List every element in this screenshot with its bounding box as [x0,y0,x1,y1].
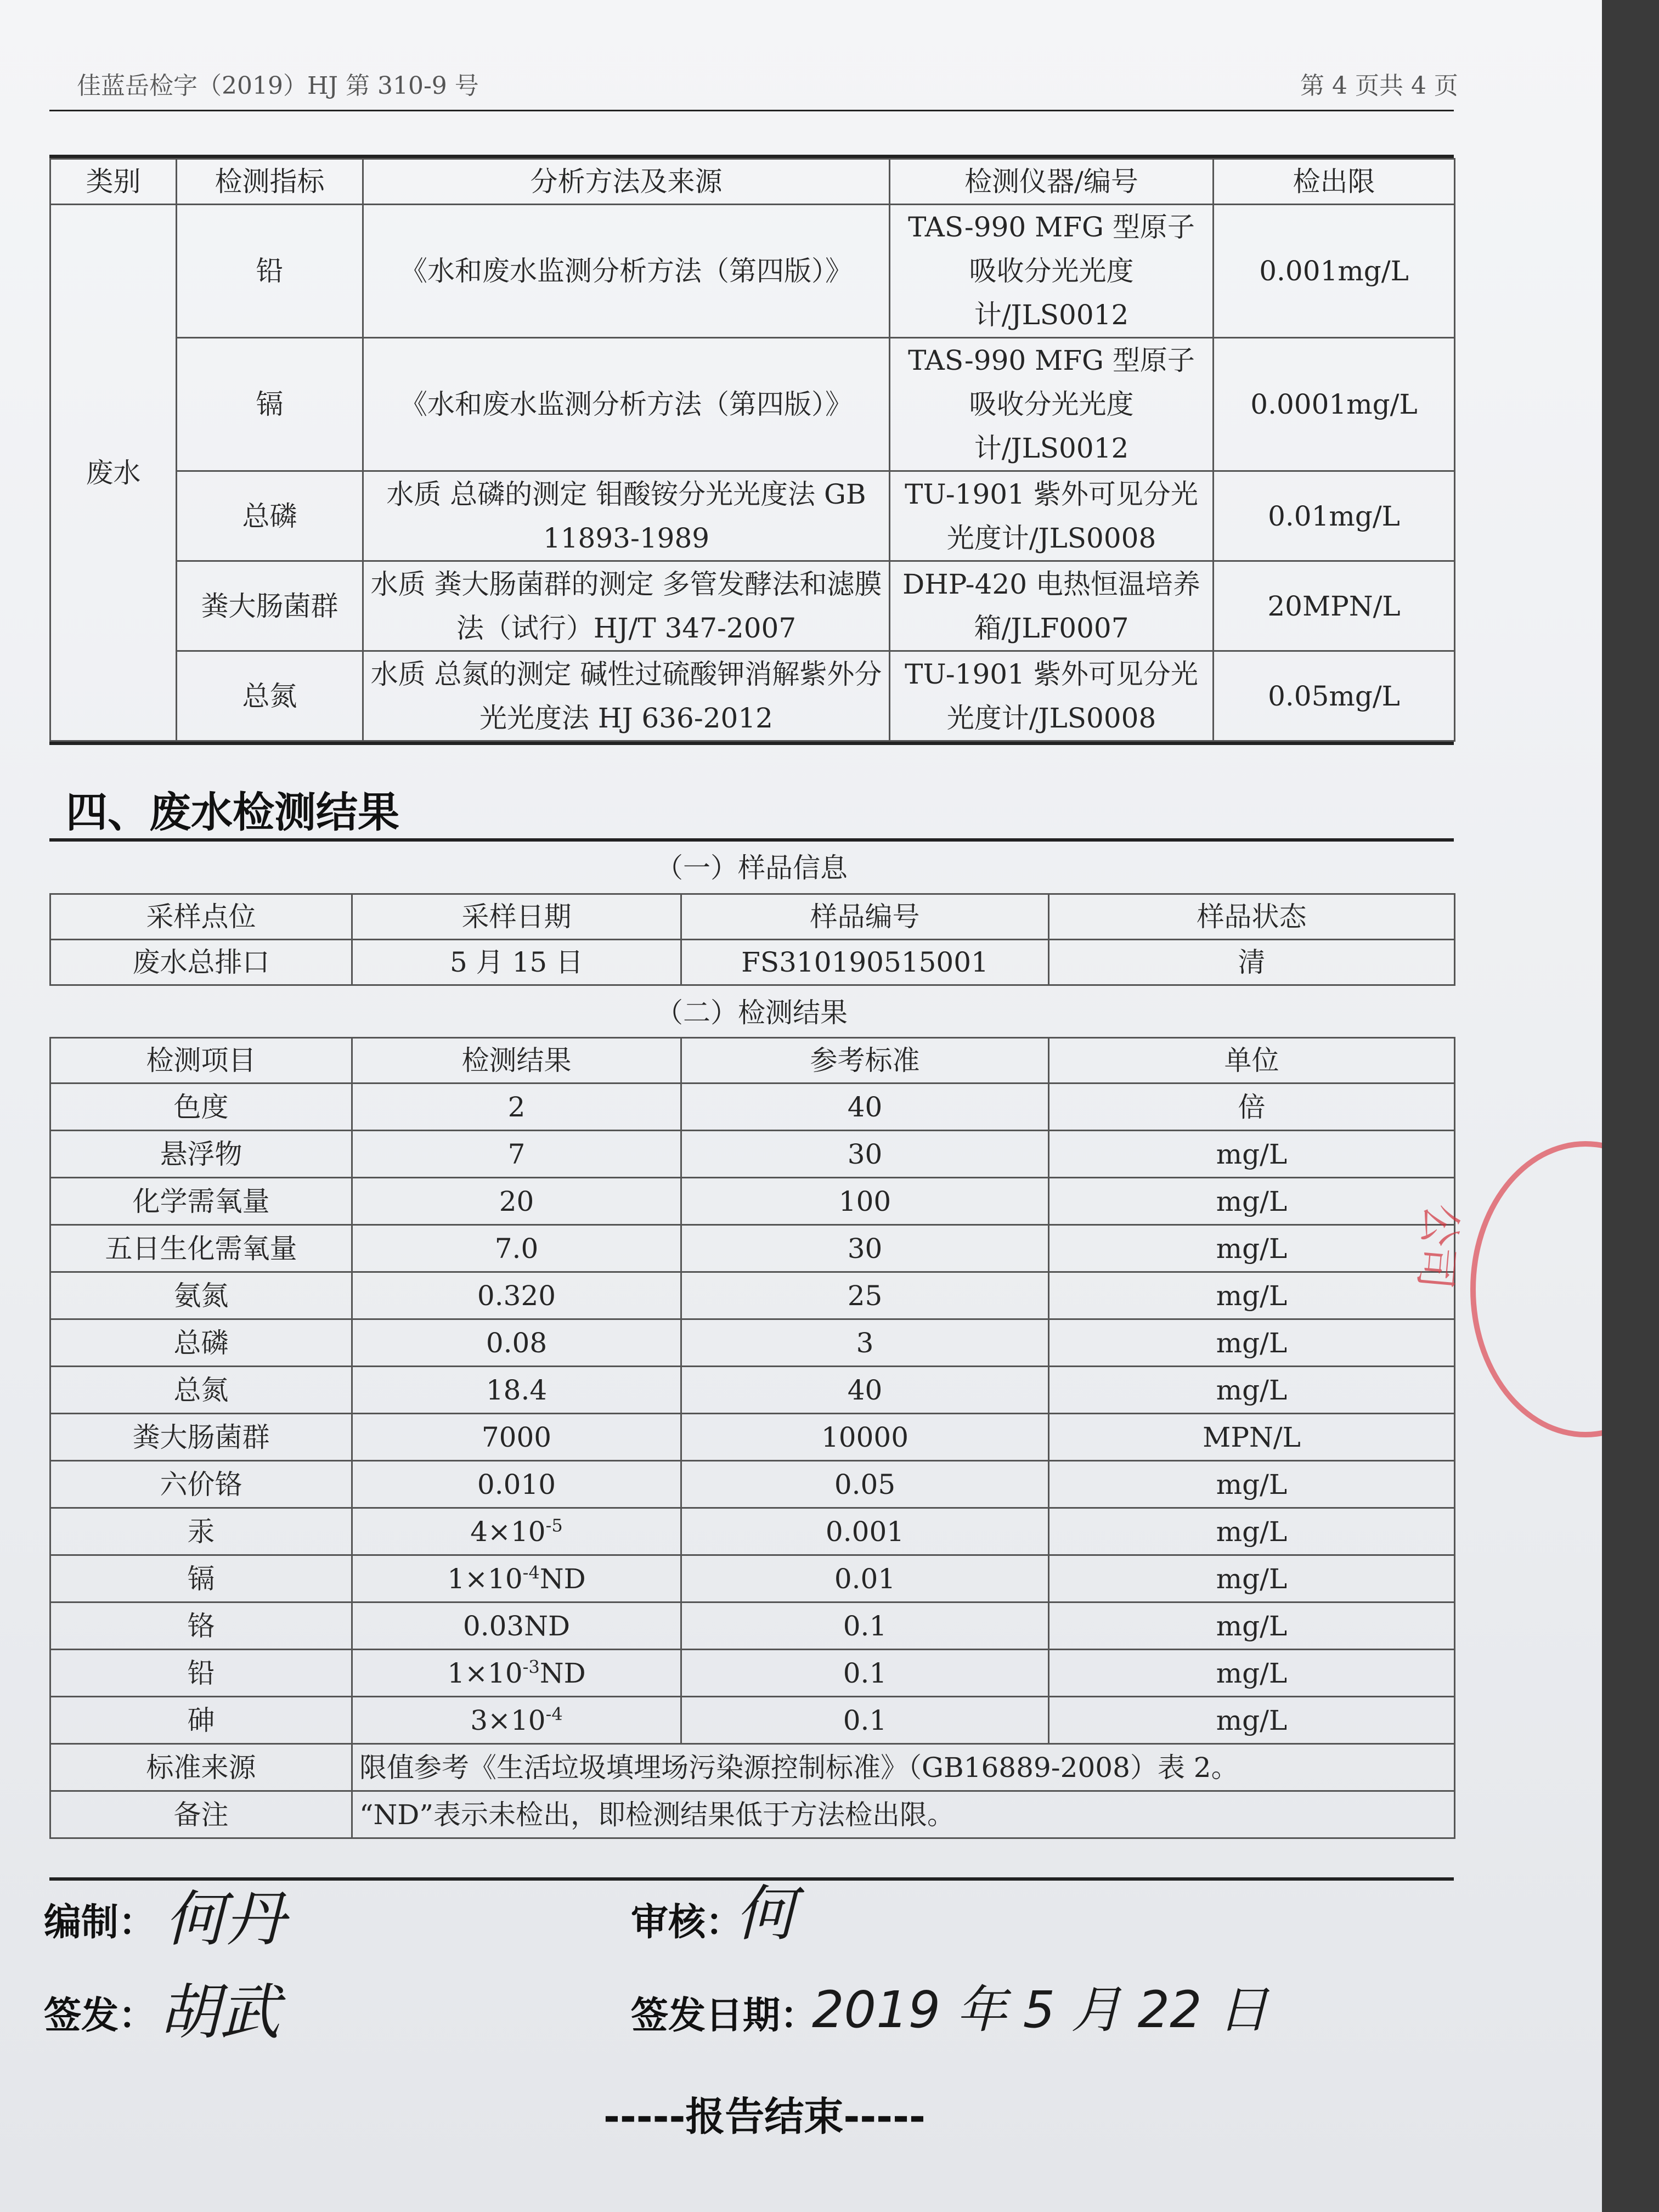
result-standard: 40 [681,1084,1049,1131]
method-item: 镉 [177,338,363,471]
result-unit: mg/L [1049,1508,1455,1555]
results-row [50,1414,1455,1461]
result-value: 0.03ND [352,1602,681,1650]
method-source: 水质 总磷的测定 钼酸铵分光光度法 GB 11893-1989 [363,471,890,561]
results-row [50,1555,1455,1602]
result-unit: mg/L [1049,1367,1455,1414]
method-row [50,338,1455,471]
result-standard: 30 [681,1131,1049,1178]
standard-source-text: 限值参考《生活垃圾填埋场污染源控制标准》（GB16889-2008）表 2。 [352,1744,1455,1791]
result-standard: 0.001 [681,1508,1049,1555]
compiled-label: 编制： [44,1901,156,1944]
method-instrument: TU-1901 紫外可见分光光度计/JLS0008 [890,651,1214,741]
results-row [50,1131,1455,1178]
result-item: 汞 [50,1508,352,1555]
result-item: 化学需氧量 [50,1178,352,1225]
result-unit: mg/L [1049,1650,1455,1697]
method-table-header [50,159,1455,205]
results-row [50,1084,1455,1131]
category-cell: 废水 [50,205,177,741]
result-standard: 0.05 [681,1461,1049,1508]
method-item: 粪大肠菌群 [177,561,363,651]
report-number: 佳蓝岳检字（2019）HJ 第 310-9 号 [77,72,479,100]
result-item: 六价铬 [50,1461,352,1508]
result-item: 氨氮 [50,1272,352,1319]
exponent: -3 [522,1656,540,1677]
result-standard: 0.1 [681,1602,1049,1650]
result-unit: mg/L [1049,1131,1455,1178]
sample-header-id: 样品编号 [681,894,1049,940]
method-limit: 0.001mg/L [1214,205,1455,338]
result-standard: 30 [681,1225,1049,1272]
sample-info-header [50,894,1455,940]
result-item: 色度 [50,1084,352,1131]
method-instrument: DHP-420 电热恒温培养箱/JLF0007 [890,561,1214,651]
result-value: 0.010 [352,1461,681,1508]
method-limit: 20MPN/L [1214,561,1455,651]
result-value: 7 [352,1131,681,1178]
method-item: 总氮 [177,651,363,741]
results-row [50,1225,1455,1272]
result-value: $3\times 10^{-4}$ [352,1697,681,1744]
report-end: -----报告结束----- [603,2094,926,2140]
note-row [50,1791,1455,1838]
results-caption: （二）检测结果 [656,997,848,1029]
method-item: 铅 [177,205,363,338]
method-row [50,561,1455,651]
method-source: 水质 粪大肠菌群的测定 多管发酵法和滤膜法（试行）HJ/T 347-2007 [363,561,890,651]
exponent: -4 [545,1703,563,1724]
result-item: 悬浮物 [50,1131,352,1178]
review-label: 审核： [631,1901,743,1944]
section-title: 四、废水检测结果 [66,788,399,837]
compiled-signature: 何丹 [165,1884,285,1954]
exponent: -4 [522,1561,540,1583]
result-item: 五日生化需氧量 [50,1225,352,1272]
result-value: 20 [352,1178,681,1225]
result-standard: 3 [681,1319,1049,1367]
result-unit: mg/L [1049,1697,1455,1744]
method-limit: 0.01mg/L [1214,471,1455,561]
sample-header-point: 采样点位 [50,894,352,940]
method-row [50,471,1455,561]
result-header-standard: 参考标准 [681,1038,1049,1084]
header-rule [49,110,1454,111]
result-value: 0.08 [352,1319,681,1367]
result-item: 粪大肠菌群 [50,1414,352,1461]
result-item: 砷 [50,1697,352,1744]
result-item: 铅 [50,1650,352,1697]
method-row [50,205,1455,338]
result-header-unit: 单位 [1049,1038,1455,1084]
result-standard: 10000 [681,1414,1049,1461]
result-unit: mg/L [1049,1178,1455,1225]
note-label: 备注 [50,1791,352,1838]
result-value: $1\times 10^{-4}ND$ [352,1555,681,1602]
method-source: 水质 总氮的测定 碱性过硫酸钾消解紫外分光光度法 HJ 636-2012 [363,651,890,741]
result-value: 7.0 [352,1225,681,1272]
header-category: 类别 [50,159,177,205]
sample-info-caption: （一）样品信息 [656,852,848,884]
method-instrument: TAS-990 MFG 型原子吸收分光光度计/JLS0012 [890,338,1214,471]
background-edge [1602,0,1659,2212]
result-header-item: 检测项目 [50,1038,352,1084]
table-bottom-rule [49,742,1454,745]
issue-date-value: 2019 年 5 月 22 日 [812,1980,1268,2039]
header-instrument: 检测仪器/编号 [890,159,1214,205]
sample-header-state: 样品状态 [1049,894,1455,940]
method-limit: 0.05mg/L [1214,651,1455,741]
exponent: -5 [545,1514,563,1536]
header-method: 分析方法及来源 [363,159,890,205]
result-item: 铬 [50,1602,352,1650]
results-row [50,1319,1455,1367]
result-standard: 0.1 [681,1650,1049,1697]
standard-source-label: 标准来源 [50,1744,352,1791]
header-item: 检测指标 [177,159,363,205]
result-unit: mg/L [1049,1272,1455,1319]
result-standard: 0.1 [681,1697,1049,1744]
sample-header-date: 采样日期 [352,894,681,940]
result-value: 7000 [352,1414,681,1461]
method-source: 《水和废水监测分析方法（第四版）》 [363,205,890,338]
issue-signature: 胡武 [159,1977,280,2047]
results-row [50,1697,1455,1744]
result-header-value: 检测结果 [352,1038,681,1084]
sample-id: FS310190515001 [681,940,1049,985]
results-row [50,1508,1455,1555]
result-value: 2 [352,1084,681,1131]
issue-label: 签发： [44,1994,156,2038]
result-unit: mg/L [1049,1555,1455,1602]
method-table [49,158,1455,742]
issue-date-label: 签发日期： [631,1994,818,2038]
sample-state: 清 [1049,940,1455,985]
results-table [49,1037,1455,1839]
section-rule [49,838,1454,842]
results-row [50,1272,1455,1319]
result-standard: 25 [681,1272,1049,1319]
result-unit: mg/L [1049,1319,1455,1367]
sample-point: 废水总排口 [50,940,352,985]
results-row [50,1367,1455,1414]
result-value: 18.4 [352,1367,681,1414]
results-row [50,1178,1455,1225]
result-value: $4\times 10^{-5}$ [352,1508,681,1555]
sample-info-table [49,893,1455,986]
results-row [50,1602,1455,1650]
sample-date: 5 月 15 日 [352,940,681,985]
page-info: 第 4 页共 4 页 [1300,72,1458,100]
method-limit: 0.0001mg/L [1214,338,1455,471]
method-instrument: TU-1901 紫外可见分光光度计/JLS0008 [890,471,1214,561]
result-standard: 100 [681,1178,1049,1225]
header-limit: 检出限 [1214,159,1455,205]
results-row [50,1461,1455,1508]
result-value: 0.320 [352,1272,681,1319]
method-instrument: TAS-990 MFG 型原子吸收分光光度计/JLS0012 [890,205,1214,338]
result-standard: 0.01 [681,1555,1049,1602]
note-text: “ND”表示未检出，即检测结果低于方法检出限。 [352,1791,1455,1838]
results-header [50,1038,1455,1084]
result-unit: mg/L [1049,1225,1455,1272]
standard-source-row [50,1744,1455,1791]
review-signature: 何 [735,1878,795,1949]
result-item: 镉 [50,1555,352,1602]
result-unit: MPN/L [1049,1414,1455,1461]
result-value: $1\times 10^{-3}ND$ [352,1650,681,1697]
sample-info-row [50,940,1455,985]
result-unit: mg/L [1049,1461,1455,1508]
results-row [50,1650,1455,1697]
method-row [50,651,1455,741]
result-unit: 倍 [1049,1084,1455,1131]
company-seal-text: 公司 [1409,1201,1466,1291]
method-source: 《水和废水监测分析方法（第四版）》 [363,338,890,471]
result-unit: mg/L [1049,1602,1455,1650]
result-item: 总磷 [50,1319,352,1367]
result-item: 总氮 [50,1367,352,1414]
result-standard: 40 [681,1367,1049,1414]
method-item: 总磷 [177,471,363,561]
